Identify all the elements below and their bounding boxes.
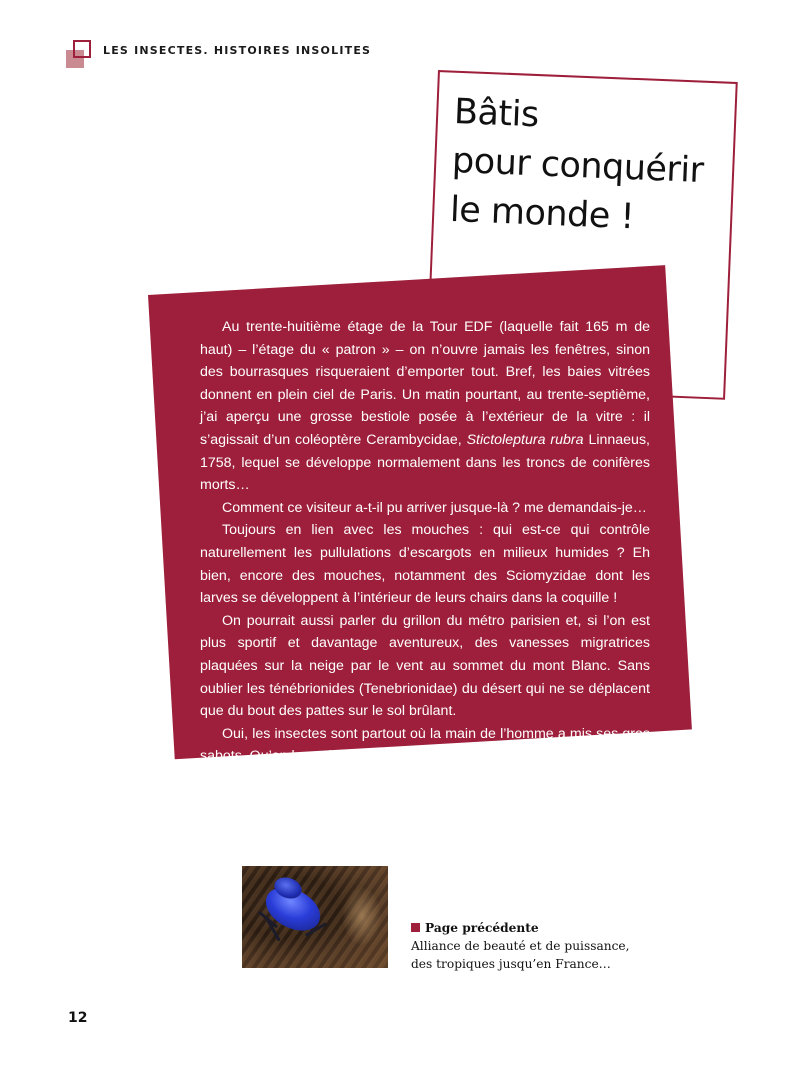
beetle-photo	[242, 866, 388, 968]
caption-title: Page précédente	[425, 921, 539, 935]
paragraph-5: Oui, les insectes sont partout où la main de l’homme a mis ses gros sabots. Qu’on le sache ou qu’on l’ignore, le monde leur appartient…	[200, 725, 650, 765]
logo-square-front	[73, 40, 91, 58]
paragraph-3: Toujours en lien avec les mouches : qui est-ce qui contrôle naturellement les pullulations d’escargots en milieux humides ? Eh bien, encore des mouches, notamment des Sciomyzidae dont les larves se développent à l’intérieur de leurs chairs dans la coquille !	[200, 522, 650, 607]
caption-line-1: Alliance de beauté et de puissance,	[411, 939, 630, 953]
photo-caption	[411, 919, 651, 973]
caption-line-2: des tropiques jusqu’en France…	[411, 957, 611, 971]
body-text	[200, 316, 650, 768]
running-header: LES INSECTES. HISTOIRES INSOLITES	[103, 44, 372, 57]
caption-bullet-icon	[411, 923, 420, 932]
chapter-title-line-3: le monde !	[449, 189, 635, 238]
chapter-title-line-1: Bâtis	[453, 91, 540, 136]
page-number: 12	[68, 1010, 88, 1026]
chapter-title	[449, 88, 735, 246]
paragraph-4: On pourrait aussi parler du grillon du métro parisien et, si l’on est plus sportif et davantage aventureux, des vanesses migratrices plaquées sur la neige par le vent au sommet du mont Blanc. Sans oublier les ténébrionides (Tenebrionidae) du désert qui ne se déplacent que du bout des pattes sur le sol brûlant.	[200, 612, 650, 720]
paragraph-1: Au trente-huitième étage de la Tour EDF (laquelle fait 165 m de haut) – l’étage du « patron » – on n’ouvre jamais les fenêtres, sinon des bourrasques risqueraient d’emporter tout. Bref, les baies vitrées donnent en plein ciel de Paris. Un matin pourtant, au trente-septième, j’ai aperçu une grosse bestiole posée à l’extérieur de la vitre : il s’agissait d’un coléoptère Cerambycidae, Stictoleptura rubra Linnaeus, 1758, lequel se développe normalement dans les troncs de conifères morts…	[200, 319, 650, 494]
chapter-title-line-2: pour conquérir	[451, 140, 705, 192]
header-logo-icon	[66, 40, 94, 70]
species-name: Stictoleptura rubra	[466, 431, 584, 448]
paragraph-2: Comment ce visiteur a-t-il pu arriver jusque-là ? me demandais-je…	[222, 499, 647, 516]
